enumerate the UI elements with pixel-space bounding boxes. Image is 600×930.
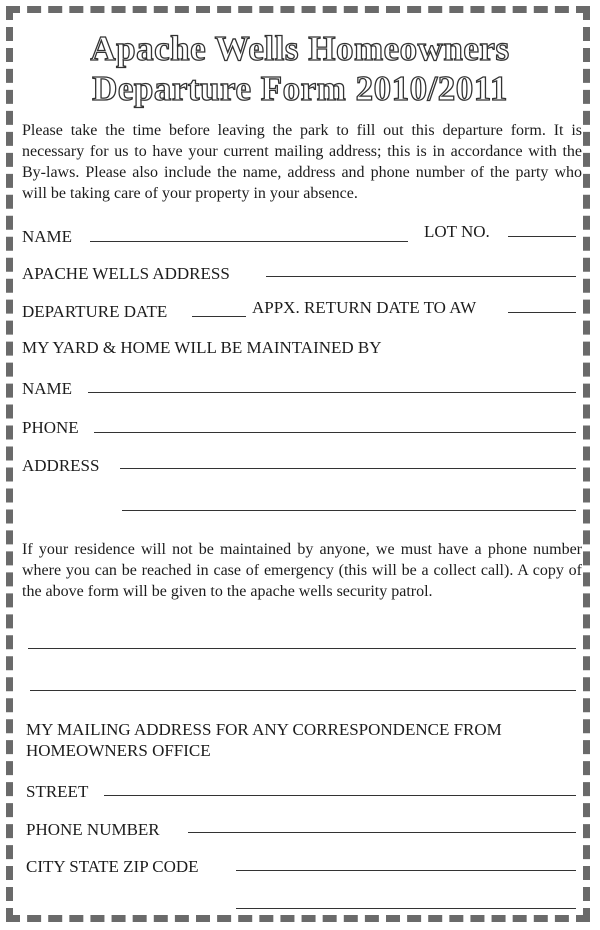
maint-address-line-2[interactable] bbox=[122, 510, 576, 511]
city-state-zip-label: CITY STATE ZIP CODE bbox=[26, 857, 199, 876]
phone-number-line[interactable] bbox=[188, 832, 576, 833]
street-line[interactable] bbox=[104, 795, 576, 796]
return-date-line[interactable] bbox=[508, 312, 576, 313]
apache-wells-address-label: APACHE WELLS ADDRESS bbox=[22, 264, 230, 283]
emergency-paragraph: If your residence will not be maintained by anyone, we must have a phone number where you can be reached in case of emergency (this will be a collect call). A copy of the above form will be given to the apache wells security patrol. bbox=[22, 541, 582, 600]
lot-no-label: LOT NO. bbox=[424, 222, 490, 241]
mailing-heading-line1: MY MAILING ADDRESS FOR ANY CORRESPONDENCE FROM bbox=[26, 720, 502, 739]
apache-wells-address-line[interactable] bbox=[266, 276, 576, 277]
maintained-by-heading: MY YARD & HOME WILL BE MAINTAINED BY bbox=[22, 338, 382, 357]
name-line[interactable] bbox=[90, 241, 408, 242]
emergency-line-2[interactable] bbox=[30, 690, 576, 691]
maint-phone-line[interactable] bbox=[94, 432, 576, 433]
street-label: STREET bbox=[26, 782, 89, 801]
form-title-line1: Apache Wells Homeowners bbox=[90, 29, 510, 68]
return-date-label: APPX. RETURN DATE TO AW bbox=[252, 298, 477, 317]
maint-name-label: NAME bbox=[22, 379, 73, 398]
form-title-line2: Departure Form 2010/2011 bbox=[92, 69, 508, 108]
city-state-zip-line[interactable] bbox=[236, 870, 576, 871]
phone-number-label: PHONE NUMBER bbox=[26, 820, 160, 839]
lot-no-line[interactable] bbox=[508, 236, 576, 237]
mailing-heading-line2: HOMEOWNERS OFFICE bbox=[26, 741, 211, 760]
maint-phone-label: PHONE bbox=[22, 418, 79, 437]
maint-address-label: ADDRESS bbox=[22, 456, 100, 475]
city-state-zip-line-2[interactable] bbox=[236, 908, 576, 909]
departure-date-line[interactable] bbox=[192, 316, 246, 317]
maint-address-line-1[interactable] bbox=[120, 468, 576, 469]
intro-paragraph: Please take the time before leaving the park to fill out this departure form. It is necessary for us to have your current mailing address; this is in accordance with the By-laws. Please also include the name, address and phone number of the party who will be taking care of your property in your absence. bbox=[22, 122, 582, 202]
maint-name-line[interactable] bbox=[88, 392, 576, 393]
departure-date-label: DEPARTURE DATE bbox=[22, 302, 168, 321]
emergency-line-1[interactable] bbox=[28, 648, 576, 649]
name-label: NAME bbox=[22, 227, 73, 246]
